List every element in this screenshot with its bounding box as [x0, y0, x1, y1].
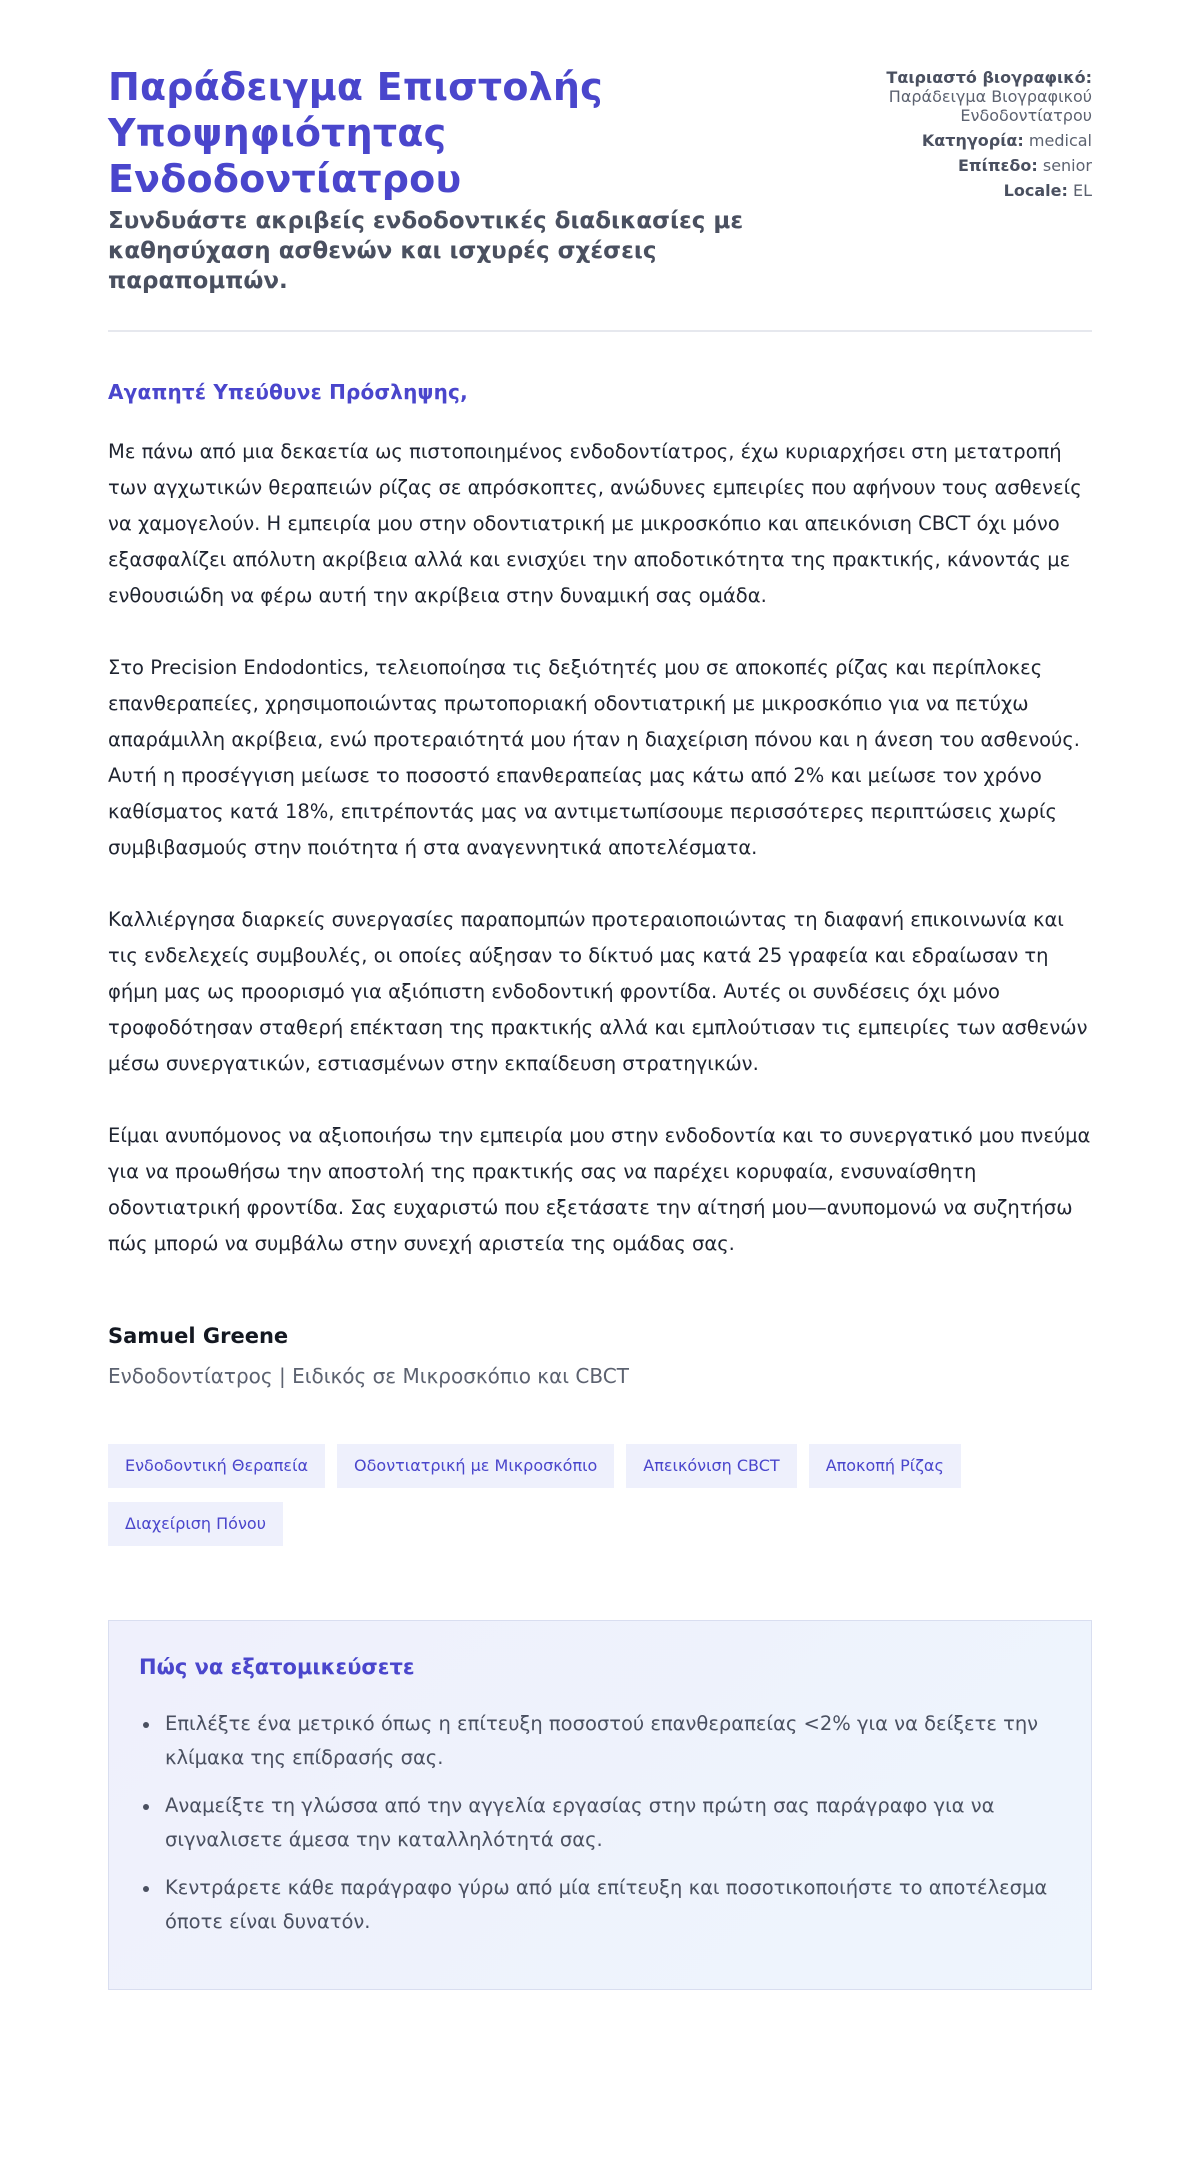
skill-tags	[108, 1444, 1028, 1546]
tips-title: Πώς να εξατομικεύσετε	[139, 1655, 415, 1679]
customization-tips-box	[108, 1620, 1092, 1990]
page-title: Παράδειγμα Επιστολής Υποψηφιότητας Ενδοδοντίατρου	[108, 65, 603, 201]
tips-list	[139, 1707, 1061, 1939]
signature-title: Ενδοδοντίατρος | Ειδικός σε Μικροσκόπιο και CBCT	[108, 1364, 629, 1388]
tip-item: Αναμείξτε τη γλώσσα από την αγγελία εργασίας στην πρώτη σας παράγραφο για να σιγναλισετε άμεσα την καταλληλότητά σας.	[139, 1789, 1061, 1857]
letter-paragraph: Είμαι ανυπόμονος να αξιοποιήσω την εμπειρία μου στην ενδοδοντία και το συνεργατικό μου πνεύμα για να προωθήσω την αποστολή της πρακτικής σας να παρέχει κορυφαία, ενσυναίσθητη οδοντιατρική φροντίδα. Σας ευχαριστώ που εξετάσατε την αίτησή μου—ανυπομονώ να συζητήσω πώς μπορώ να συμβάλω στην συνεχή αριστεία της ομάδας σας.	[108, 1124, 1091, 1255]
meta-level	[832, 156, 1092, 175]
meta-locale-value: EL	[1072, 181, 1092, 200]
skill-tag[interactable]: Διαχείριση Πόνου	[108, 1502, 283, 1546]
header-left	[108, 64, 808, 296]
letter-paragraph: Με πάνω από μια δεκαετία ως πιστοποιημένος ενδοδοντίατρος, έχω κυριαρχήσει στη μετατροπή των αγχωτικών θεραπειών ρίζας σε απρόσκοπτες, ανώδυνες εμπειρίες που αφήνουν τους ασθενείς να χαμογελούν. Η εμπειρία μου στην οδοντιατρική με μικροσκόπιο και απεικόνιση CBCT όχι μόνο εξασφαλίζει απόλυτη ακρίβεια αλλά και ενισχύει την αποδοτικότητα της πρακτικής, κάνοντάς με ενθουσιώδη να φέρω αυτή την ακρίβεια στην δυναμική σας ομάδα.	[108, 440, 1082, 607]
meta-level-label: Επίπεδο:	[958, 156, 1038, 175]
letter-greeting: Αγαπητέ Υπεύθυνε Πρόσληψης,	[108, 380, 468, 404]
skill-tag[interactable]: Ενδοδοντική Θεραπεία	[108, 1444, 325, 1488]
skill-tag[interactable]: Αποκοπή Ρίζας	[809, 1444, 961, 1488]
meta-level-value: senior	[1042, 156, 1092, 175]
page-header	[108, 64, 1092, 332]
signature-block	[108, 1324, 1092, 1388]
tip-item: Επιλέξτε ένα μετρικό όπως η επίτευξη ποσοστού επανθεραπείας <2% για να δείξετε την κλίμακα της επίδρασής σας.	[139, 1707, 1061, 1775]
letter-paragraph: Στο Precision Endodontics, τελειοποίησα τις δεξιότητές μου σε αποκοπές ρίζας και περίπλοκες επανθεραπείες, χρησιμοποιώντας πρωτοποριακή οδοντιατρική με μικροσκόπιο για να πετύχω απαράμιλλη ακρίβεια, ενώ προτεραιότητά μου ήταν η διαχείριση πόνου και η άνεση του ασθενούς. Αυτή η προσέγγιση μείωσε το ποσοστό επανθεραπείας μας κάτω από 2% και μείωσε τον χρόνο καθίσματος κατά 18%, επιτρέποντάς μας να αντιμετωπίσουμε περισσότερες περιπτώσεις χωρίς συμβιβασμούς στην ποιότητα ή στα αναγεννητικά αποτελέσματα.	[108, 656, 1080, 859]
tip-item: Κεντράρετε κάθε παράγραφο γύρω από μία επίτευξη και ποσοτικοποιήστε το αποτέλεσμα όποτε είναι δυνατόν.	[139, 1871, 1061, 1939]
page-subtitle: Συνδυάστε ακριβείς ενδοδοντικές διαδικασίες με καθησύχαση ασθενών και ισχυρές σχέσεις παραπομπών.	[108, 208, 744, 294]
letter-paragraphs	[108, 434, 1092, 1262]
skill-tag[interactable]: Οδοντιατρική με Μικροσκόπιο	[337, 1444, 614, 1488]
letter-body	[108, 380, 1092, 1388]
skill-tag[interactable]: Απεικόνιση CBCT	[626, 1444, 796, 1488]
meta-resume-value[interactable]: Παράδειγμα Βιογραφικού Ενδοδοντίατρου	[888, 87, 1092, 125]
meta-category-value: medical	[1028, 131, 1092, 150]
meta-locale-label: Locale:	[1003, 181, 1068, 200]
meta-panel	[832, 68, 1092, 206]
meta-resume-label: Ταιριαστό βιογραφικό:	[886, 68, 1092, 87]
meta-category-label: Κατηγορία:	[921, 131, 1024, 150]
meta-locale	[832, 181, 1092, 200]
meta-category	[832, 131, 1092, 150]
letter-paragraph: Καλλιέργησα διαρκείς συνεργασίες παραπομπών προτεραιοποιώντας τη διαφανή επικοινωνία και τις ενδελεχείς συμβουλές, οι οποίες αύξησαν το δίκτυό μας κατά 25 γραφεία και εδραίωσαν τη φήμη μας ως προορισμό για αξιόπιστη ενδοδοντική φροντίδα. Αυτές οι συνδέσεις όχι μόνο τροφοδότησαν σταθερή επέκταση της πρακτικής αλλά και εμπλούτισαν τις εμπειρίες των ασθενών μέσω συνεργατικών, εστιασμένων στην εκπαίδευση στρατηγικών.	[108, 908, 1088, 1075]
meta-resume	[832, 68, 1092, 125]
signature-name: Samuel Greene	[108, 1324, 289, 1348]
